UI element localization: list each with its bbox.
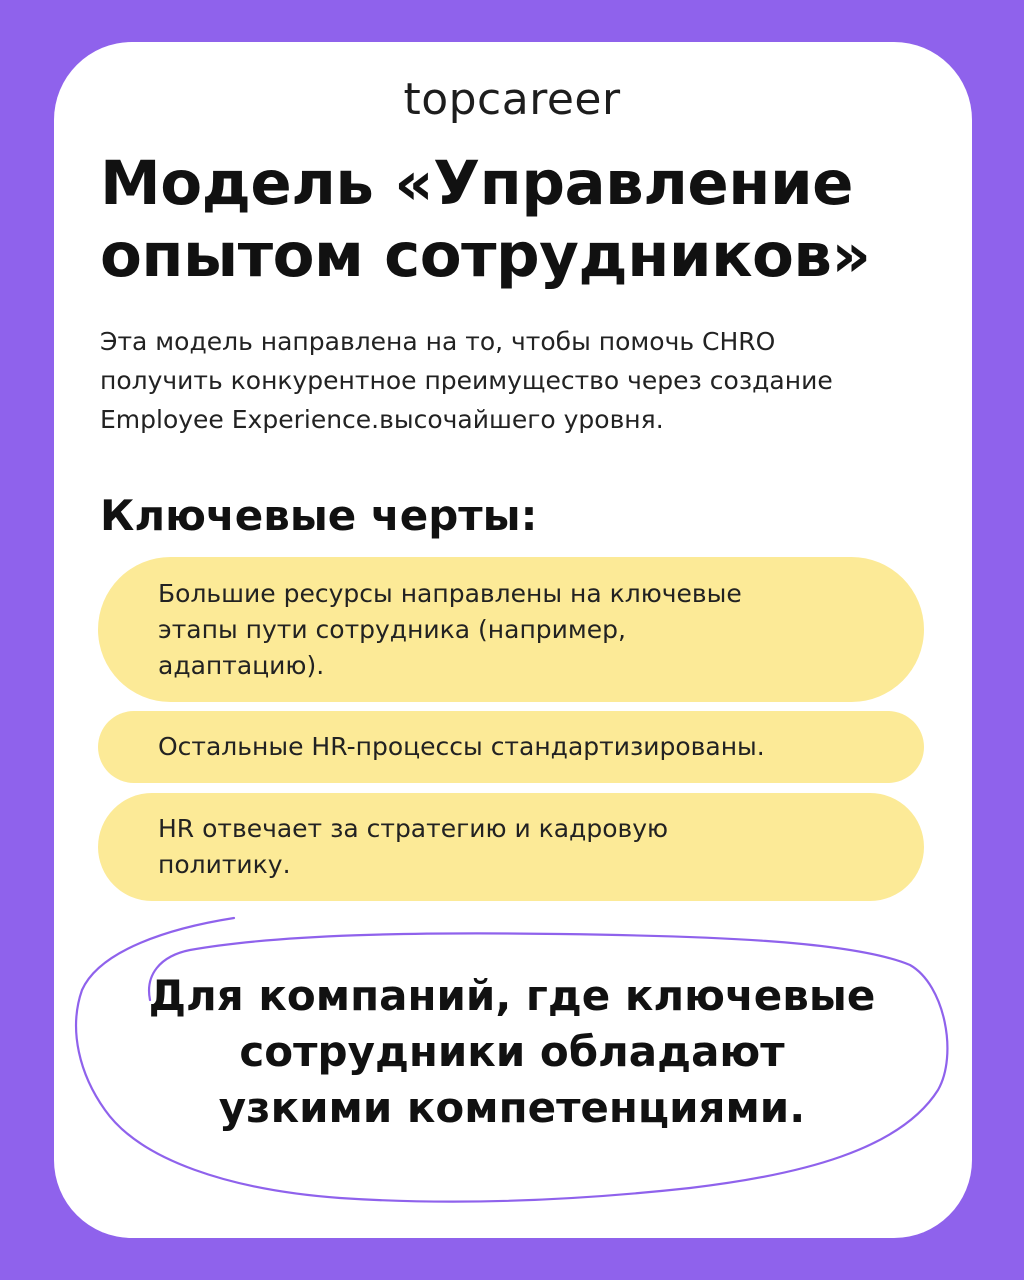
feature-item-1-line-2: этапы пути сотрудника (например,	[158, 614, 626, 644]
feature-item-3-line-2: политику.	[158, 850, 291, 879]
page-title	[100, 148, 870, 292]
brand-logo: topcareer	[403, 74, 621, 125]
conclusion-text	[0, 968, 1024, 1136]
conclusion-line-2: сотрудники обладают	[239, 1027, 785, 1076]
feature-item-3	[98, 793, 924, 901]
intro-line-1: Эта модель направлена на то, чтобы помочь CHRO	[100, 327, 776, 356]
feature-item-2-line-1: Остальные HR-процессы стандартизированы.	[158, 732, 765, 761]
page-title-line-2: опытом сотрудников»	[100, 220, 871, 291]
page-title-line-1: Модель «Управление	[100, 148, 854, 219]
conclusion-line-1: Для компаний, где ключевые	[148, 971, 876, 1020]
feature-item-2-text	[158, 729, 765, 765]
feature-item-2	[98, 711, 924, 783]
intro-line-3: Employee Experience.высочайшего уровня.	[100, 405, 664, 434]
intro-paragraph	[100, 322, 940, 439]
feature-item-3-line-1: HR отвечает за стратегию и кадровую	[158, 814, 669, 843]
feature-item-1-line-1: Большие ресурсы направлены на ключевые	[158, 578, 742, 608]
intro-line-2: получить конкурентное преимущество через создание	[100, 366, 833, 395]
feature-item-3-text	[158, 811, 668, 883]
features-heading: Ключевые черты:	[100, 491, 538, 540]
feature-item-1-line-3: адаптацию).	[158, 650, 325, 680]
feature-item-1	[98, 557, 924, 702]
feature-item-1-text	[158, 576, 742, 684]
conclusion-line-3: узкими компетенциями.	[218, 1083, 806, 1132]
